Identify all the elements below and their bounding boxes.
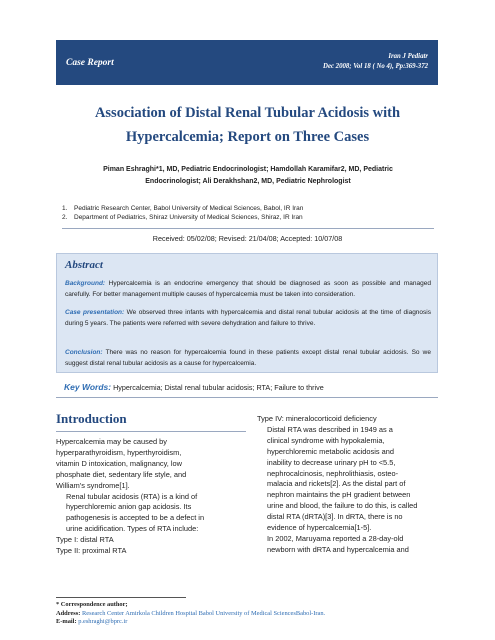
heading-rule: [56, 431, 246, 432]
keywords: [64, 382, 444, 392]
text-line: In 2002, Maruyama reported a 28-day-old: [267, 533, 404, 543]
author-line1: Piman Eshraghi*1, MD, Pediatric Endocrinologist; Hamdollah Karamifar2, MD, Pediatric: [103, 166, 393, 173]
list-item: Type I: distal RTA: [56, 535, 114, 545]
conclusion-text: There was no reason for hypercalcemia found in these patients except distal renal tubular acidosis. So we suggest distal renal tubular acidosis as a cause for hypercalcemia.: [65, 349, 431, 367]
journal-name: Iran J Pediatr: [388, 53, 428, 60]
text-line: hyperchloremic anion gap acidosis. Its: [66, 502, 192, 512]
email-link[interactable]: p.eshraghi@bprc.ir: [76, 618, 128, 626]
affiliation-text: Department of Pediatrics, Shiraz University of Medical Sciences, Shiraz, IR Iran: [74, 214, 303, 221]
text-line: evidence of hypercalcemia[1-5].: [267, 523, 372, 533]
address-label: Address:: [56, 609, 81, 617]
email-label: E-mail:: [56, 618, 77, 626]
affiliation-number: 2.: [62, 214, 68, 221]
affiliation-number: 1.: [62, 205, 68, 212]
rta-types-list: [56, 535, 246, 557]
background-label: Background:: [65, 280, 106, 287]
text-line: distal RTA (dRTA)[3]. In dRTA, there is no: [267, 512, 403, 522]
article-type: Case Report: [66, 58, 114, 68]
text-line: William's syndrome[1].: [56, 480, 130, 490]
author-line2: Endocrinologist; Ali Derakhshan2, MD, Pediatric Nephrologist: [145, 178, 351, 185]
conclusion-label: Conclusion:: [65, 349, 103, 356]
background-text: Hypercalcemia is an endocrine emergency that should be diagnosed as soon as possible and managed carefully. For better management multiple causes of hypercalcemia must be taken into consideration.: [65, 280, 431, 298]
text-line: malacia and rickets[2]. As the distal part of: [267, 479, 406, 489]
text-line: urine and blood, the failure to do this, is called: [267, 501, 418, 511]
abstract-background: [65, 279, 431, 300]
intro-paragraph-4: [257, 534, 447, 556]
text-line: Renal tubular acidosis (RTA) is a kind of: [66, 491, 198, 501]
introduction-heading: Introduction: [56, 411, 127, 426]
right-column: [257, 414, 447, 556]
rta-type-iv: [257, 414, 447, 425]
journal-citation: [323, 52, 428, 72]
keywords-text: Hypercalcemia; Distal renal tubular acidosis; RTA; Failure to thrive: [111, 383, 324, 392]
left-column: [56, 411, 246, 557]
text-line: pathogenesis is accepted to be a defect in: [66, 513, 205, 523]
footnote-rule: [56, 597, 186, 598]
article-title-line2: Hypercalcemia; Report on Three Cases: [125, 129, 370, 145]
text-line: hyperparathyroidism, hyperthyroidism,: [56, 447, 182, 457]
intro-paragraph-2: [56, 492, 246, 536]
abstract-case-presentation: [65, 308, 431, 329]
text-line: nephrocalcinosis, nephrolithiasis, osteo-: [267, 468, 399, 478]
text-line: Hypercalcemia may be caused by: [56, 437, 167, 446]
case-text: We observed three infants with hypercalcemia and distal renal tubular acidosis at the time of diagnosis during 5 years. The patients were referred with severe dehydration and failure to thrive.: [65, 309, 431, 327]
abstract-title: Abstract: [65, 259, 103, 271]
text-line: urine acidification. Types of RTA include:: [66, 524, 199, 534]
text-line: inability to decrease urinary pH to <5.5,: [267, 457, 396, 467]
case-label: Case presentation:: [65, 309, 125, 316]
journal-header-band: [56, 40, 438, 85]
intro-paragraph-3: [257, 425, 447, 534]
keywords-label: Key Words:: [64, 382, 112, 392]
received-dates: Received: 05/02/08; Revised: 21/04/08; Accepted: 10/07/08: [152, 234, 343, 243]
list-item: Type IV: mineralocorticoid deficiency: [257, 414, 377, 423]
email-line: [56, 618, 456, 627]
text-line: clinical syndrome with hypokalemia,: [267, 435, 385, 445]
text-line: hyperchloremic metabolic acidosis and: [267, 446, 394, 456]
address-text: Research Center Amirkola Children Hospital Babol University of Medical SciencesBabol-Iran.: [80, 609, 326, 617]
text-line: vitamin D intoxication, malignancy, low: [56, 458, 182, 468]
divider: [62, 228, 434, 229]
text-line: phosphate diet, sedentary life style, and: [56, 469, 187, 479]
affiliation-2: [62, 213, 442, 223]
text-line: nephron maintains the pH gradient between: [267, 490, 411, 500]
abstract-conclusion: [65, 348, 431, 369]
affiliation-text: Pediatric Research Center, Babol University of Medical Sciences, Babol, IR Iran: [74, 205, 304, 212]
text-line: newborn with dRTA and hypercalcemia and: [267, 544, 409, 554]
author-list: [62, 164, 434, 188]
correspondence-footnote: [56, 601, 456, 627]
address-line: [56, 610, 456, 619]
article-title-line1: Association of Distal Renal Tubular Acidosis with: [94, 105, 401, 121]
issue-citation: Dec 2008; Vol 18 ( No 4), Pp:369-372: [323, 62, 428, 70]
divider: [56, 397, 438, 398]
text-line: Distal RTA was described in 1949 as a: [267, 424, 393, 434]
correspondence-label: * Correspondence author;: [56, 601, 128, 608]
abstract-box: [56, 253, 438, 373]
list-item: Type II: proximal RTA: [56, 546, 127, 556]
intro-paragraph-1: [56, 437, 246, 492]
